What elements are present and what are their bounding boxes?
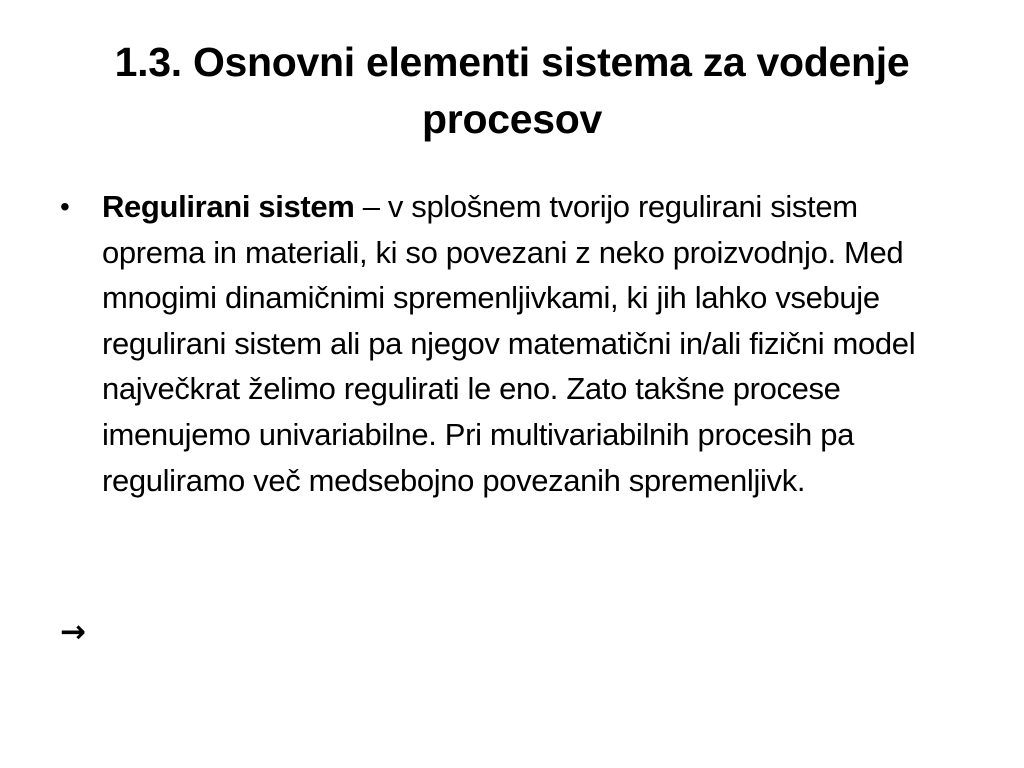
bullet-list [60, 184, 960, 503]
bullet-marker: • [60, 191, 70, 222]
slide-title: 1.3. Osnovni elementi sistema za vodenje procesov [114, 39, 910, 142]
bullet-item [60, 184, 960, 503]
arrow-right-icon: → [60, 614, 86, 650]
bullet-term: Regulirani sistem [102, 189, 355, 224]
bullet-text: – v splošnem tvorijo regulirani sistem oprema in materiali, ki so povezani z neko proizvodnjo. Med mnogimi dinamičnimi spremenljivkami, ki jih lahko vsebuje regulirani sistem ali pa njegov matematični in/ali fizični model največkrat želimo regulirati le eno. Zato takšne procese imenujemo univariabilne. Pri multivariabilnih procesih pa reguliramo več medsebojno povezanih spremenljivk. [102, 189, 916, 498]
